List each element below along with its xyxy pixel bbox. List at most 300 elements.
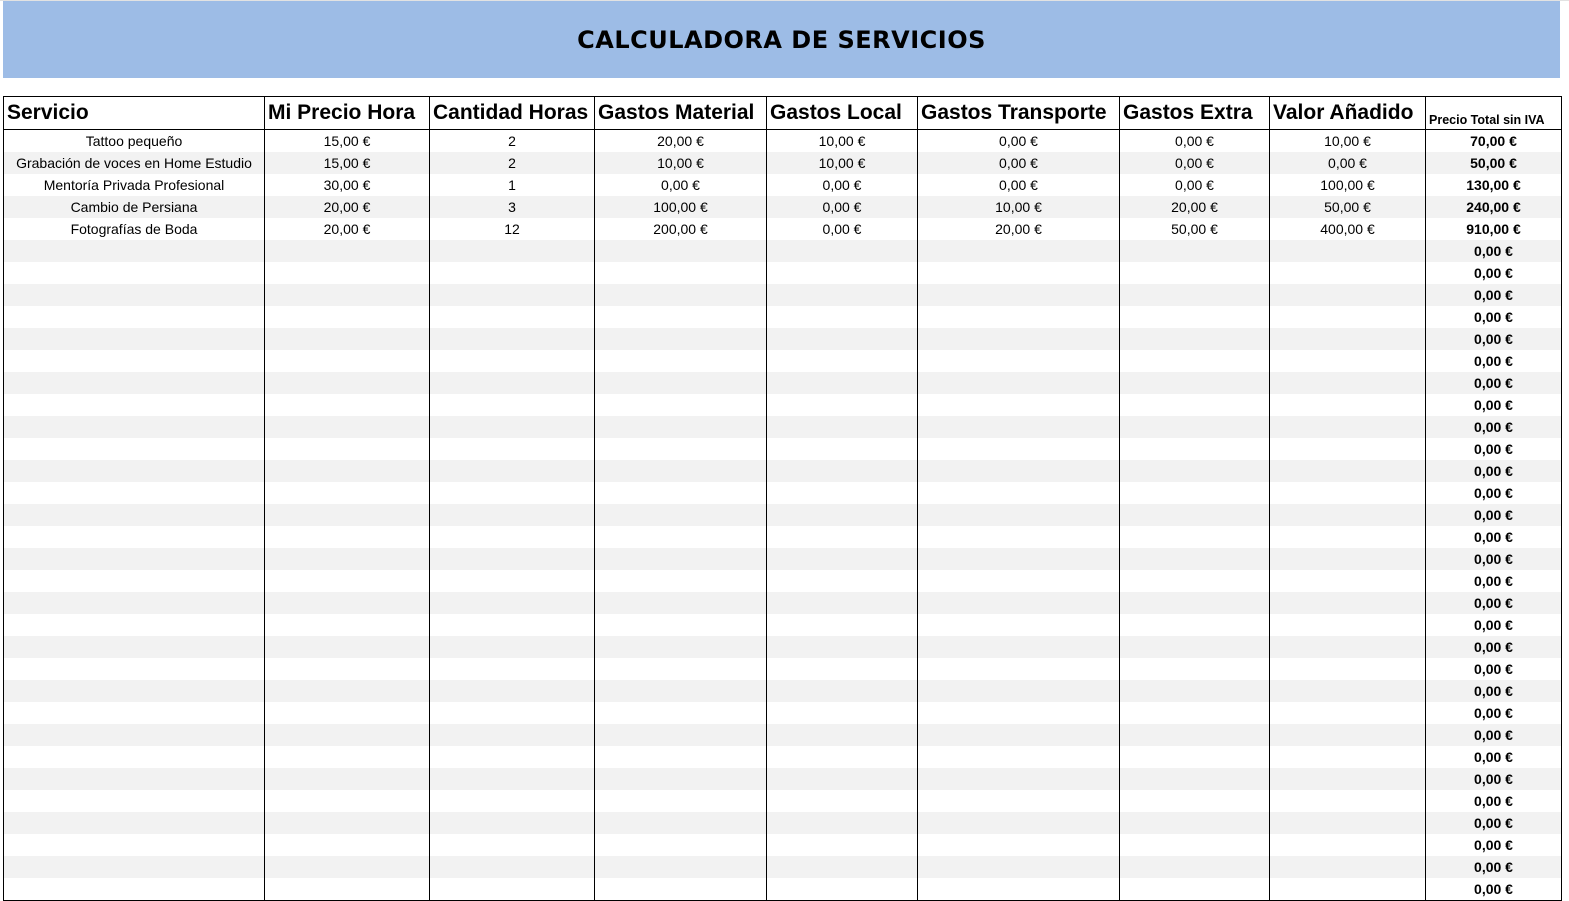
cell-gastos-extra[interactable]	[1120, 790, 1270, 812]
cell-gastos-extra[interactable]	[1120, 284, 1270, 306]
cell-gastos-transporte[interactable]: 0,00 €	[918, 174, 1120, 196]
cell-gastos-transporte[interactable]	[918, 504, 1120, 526]
cell-valor-anadido[interactable]	[1270, 372, 1426, 394]
cell-precio-hora[interactable]	[265, 614, 430, 636]
cell-gastos-local[interactable]	[767, 724, 918, 746]
cell-precio-hora[interactable]	[265, 548, 430, 570]
cell-gastos-material[interactable]: 0,00 €	[595, 174, 767, 196]
cell-precio-total[interactable]: 0,00 €	[1426, 460, 1562, 482]
cell-gastos-material[interactable]: 100,00 €	[595, 196, 767, 218]
cell-valor-anadido[interactable]	[1270, 834, 1426, 856]
cell-gastos-local[interactable]	[767, 284, 918, 306]
cell-gastos-local[interactable]	[767, 878, 918, 901]
cell-valor-anadido[interactable]	[1270, 724, 1426, 746]
cell-cantidad-horas[interactable]: 2	[430, 152, 595, 174]
cell-servicio[interactable]	[4, 702, 265, 724]
cell-precio-total[interactable]: 0,00 €	[1426, 526, 1562, 548]
cell-gastos-transporte[interactable]	[918, 328, 1120, 350]
cell-gastos-material[interactable]	[595, 394, 767, 416]
cell-gastos-extra[interactable]	[1120, 394, 1270, 416]
cell-gastos-extra[interactable]	[1120, 372, 1270, 394]
cell-valor-anadido[interactable]	[1270, 812, 1426, 834]
cell-cantidad-horas[interactable]	[430, 878, 595, 901]
cell-precio-total[interactable]: 130,00 €	[1426, 174, 1562, 196]
cell-gastos-material[interactable]	[595, 372, 767, 394]
cell-precio-total[interactable]: 0,00 €	[1426, 592, 1562, 614]
cell-precio-hora[interactable]	[265, 768, 430, 790]
cell-cantidad-horas[interactable]	[430, 460, 595, 482]
cell-gastos-extra[interactable]	[1120, 240, 1270, 262]
cell-gastos-local[interactable]	[767, 856, 918, 878]
cell-cantidad-horas[interactable]	[430, 570, 595, 592]
cell-precio-total[interactable]: 240,00 €	[1426, 196, 1562, 218]
cell-precio-total[interactable]: 0,00 €	[1426, 636, 1562, 658]
cell-cantidad-horas[interactable]	[430, 856, 595, 878]
cell-gastos-extra[interactable]	[1120, 350, 1270, 372]
cell-precio-hora[interactable]	[265, 460, 430, 482]
cell-servicio[interactable]	[4, 592, 265, 614]
cell-precio-total[interactable]: 70,00 €	[1426, 130, 1562, 153]
cell-gastos-local[interactable]	[767, 328, 918, 350]
cell-gastos-extra[interactable]	[1120, 812, 1270, 834]
cell-gastos-extra[interactable]: 0,00 €	[1120, 130, 1270, 153]
cell-gastos-transporte[interactable]	[918, 658, 1120, 680]
cell-precio-hora[interactable]	[265, 416, 430, 438]
cell-gastos-transporte[interactable]	[918, 482, 1120, 504]
cell-precio-total[interactable]: 0,00 €	[1426, 790, 1562, 812]
cell-cantidad-horas[interactable]	[430, 790, 595, 812]
cell-servicio[interactable]	[4, 240, 265, 262]
cell-gastos-material[interactable]	[595, 504, 767, 526]
cell-cantidad-horas[interactable]	[430, 240, 595, 262]
cell-gastos-transporte[interactable]	[918, 614, 1120, 636]
cell-servicio[interactable]	[4, 372, 265, 394]
cell-cantidad-horas[interactable]	[430, 746, 595, 768]
cell-precio-hora[interactable]	[265, 790, 430, 812]
cell-cantidad-horas[interactable]	[430, 548, 595, 570]
cell-gastos-transporte[interactable]	[918, 240, 1120, 262]
cell-precio-hora[interactable]	[265, 812, 430, 834]
cell-servicio[interactable]	[4, 394, 265, 416]
cell-gastos-transporte[interactable]	[918, 636, 1120, 658]
cell-gastos-extra[interactable]	[1120, 680, 1270, 702]
cell-cantidad-horas[interactable]	[430, 394, 595, 416]
cell-precio-hora[interactable]: 30,00 €	[265, 174, 430, 196]
cell-precio-total[interactable]: 0,00 €	[1426, 834, 1562, 856]
cell-gastos-local[interactable]	[767, 438, 918, 460]
cell-precio-hora[interactable]	[265, 834, 430, 856]
cell-precio-hora[interactable]	[265, 680, 430, 702]
cell-gastos-transporte[interactable]: 0,00 €	[918, 130, 1120, 153]
cell-gastos-transporte[interactable]	[918, 438, 1120, 460]
cell-gastos-material[interactable]	[595, 482, 767, 504]
cell-servicio[interactable]	[4, 636, 265, 658]
cell-gastos-transporte[interactable]	[918, 856, 1120, 878]
cell-gastos-extra[interactable]	[1120, 768, 1270, 790]
cell-precio-total[interactable]: 0,00 €	[1426, 240, 1562, 262]
cell-valor-anadido[interactable]	[1270, 416, 1426, 438]
cell-gastos-local[interactable]	[767, 614, 918, 636]
cell-valor-anadido[interactable]	[1270, 306, 1426, 328]
cell-gastos-local[interactable]	[767, 262, 918, 284]
cell-servicio[interactable]	[4, 438, 265, 460]
cell-gastos-local[interactable]	[767, 306, 918, 328]
cell-gastos-material[interactable]	[595, 878, 767, 901]
cell-valor-anadido[interactable]	[1270, 680, 1426, 702]
cell-gastos-local[interactable]	[767, 416, 918, 438]
cell-gastos-local[interactable]: 0,00 €	[767, 174, 918, 196]
cell-gastos-local[interactable]	[767, 746, 918, 768]
cell-precio-hora[interactable]	[265, 372, 430, 394]
cell-gastos-extra[interactable]: 0,00 €	[1120, 174, 1270, 196]
cell-gastos-transporte[interactable]	[918, 680, 1120, 702]
cell-gastos-material[interactable]	[595, 350, 767, 372]
cell-gastos-extra[interactable]	[1120, 328, 1270, 350]
cell-valor-anadido[interactable]	[1270, 460, 1426, 482]
cell-cantidad-horas[interactable]: 1	[430, 174, 595, 196]
cell-precio-total[interactable]: 0,00 €	[1426, 614, 1562, 636]
cell-precio-total[interactable]: 0,00 €	[1426, 812, 1562, 834]
cell-valor-anadido[interactable]: 400,00 €	[1270, 218, 1426, 240]
cell-gastos-material[interactable]	[595, 416, 767, 438]
cell-gastos-material[interactable]	[595, 812, 767, 834]
cell-gastos-transporte[interactable]	[918, 592, 1120, 614]
cell-gastos-transporte[interactable]: 10,00 €	[918, 196, 1120, 218]
cell-cantidad-horas[interactable]: 12	[430, 218, 595, 240]
cell-precio-total[interactable]: 0,00 €	[1426, 746, 1562, 768]
cell-gastos-local[interactable]	[767, 482, 918, 504]
cell-valor-anadido[interactable]	[1270, 768, 1426, 790]
cell-valor-anadido[interactable]	[1270, 746, 1426, 768]
cell-cantidad-horas[interactable]	[430, 284, 595, 306]
cell-precio-hora[interactable]	[265, 746, 430, 768]
cell-precio-total[interactable]: 0,00 €	[1426, 306, 1562, 328]
cell-precio-total[interactable]: 0,00 €	[1426, 570, 1562, 592]
cell-precio-hora[interactable]	[265, 438, 430, 460]
cell-servicio[interactable]	[4, 680, 265, 702]
cell-servicio[interactable]	[4, 328, 265, 350]
cell-cantidad-horas[interactable]	[430, 306, 595, 328]
cell-gastos-extra[interactable]	[1120, 746, 1270, 768]
cell-gastos-transporte[interactable]	[918, 460, 1120, 482]
cell-precio-total[interactable]: 0,00 €	[1426, 350, 1562, 372]
cell-gastos-material[interactable]: 20,00 €	[595, 130, 767, 153]
cell-gastos-transporte[interactable]	[918, 416, 1120, 438]
cell-cantidad-horas[interactable]	[430, 350, 595, 372]
cell-valor-anadido[interactable]	[1270, 856, 1426, 878]
cell-servicio[interactable]	[4, 460, 265, 482]
cell-gastos-extra[interactable]	[1120, 592, 1270, 614]
cell-precio-hora[interactable]: 15,00 €	[265, 130, 430, 153]
cell-gastos-extra[interactable]	[1120, 504, 1270, 526]
cell-precio-total[interactable]: 0,00 €	[1426, 438, 1562, 460]
cell-gastos-local[interactable]	[767, 372, 918, 394]
cell-servicio[interactable]	[4, 746, 265, 768]
column-header-servicio[interactable]: Servicio	[4, 97, 265, 130]
cell-servicio[interactable]	[4, 658, 265, 680]
cell-precio-total[interactable]: 0,00 €	[1426, 878, 1562, 901]
cell-servicio[interactable]	[4, 768, 265, 790]
cell-gastos-material[interactable]	[595, 306, 767, 328]
cell-gastos-extra[interactable]: 0,00 €	[1120, 152, 1270, 174]
cell-cantidad-horas[interactable]	[430, 834, 595, 856]
cell-servicio[interactable]: Cambio de Persiana	[4, 196, 265, 218]
cell-gastos-material[interactable]	[595, 328, 767, 350]
cell-precio-hora[interactable]	[265, 350, 430, 372]
cell-precio-hora[interactable]	[265, 702, 430, 724]
column-header-gastos-transporte[interactable]: Gastos Transporte	[918, 97, 1120, 130]
cell-gastos-material[interactable]	[595, 526, 767, 548]
cell-gastos-local[interactable]: 10,00 €	[767, 130, 918, 153]
cell-gastos-material[interactable]	[595, 636, 767, 658]
cell-valor-anadido[interactable]	[1270, 702, 1426, 724]
cell-valor-anadido[interactable]	[1270, 570, 1426, 592]
cell-gastos-transporte[interactable]	[918, 790, 1120, 812]
column-header-cantidad-horas[interactable]: Cantidad Horas	[430, 97, 595, 130]
cell-gastos-local[interactable]: 10,00 €	[767, 152, 918, 174]
cell-precio-total[interactable]: 0,00 €	[1426, 658, 1562, 680]
cell-gastos-transporte[interactable]	[918, 350, 1120, 372]
cell-gastos-transporte[interactable]	[918, 768, 1120, 790]
cell-precio-total[interactable]: 0,00 €	[1426, 482, 1562, 504]
cell-cantidad-horas[interactable]	[430, 262, 595, 284]
cell-valor-anadido[interactable]: 50,00 €	[1270, 196, 1426, 218]
cell-servicio[interactable]	[4, 262, 265, 284]
cell-gastos-local[interactable]	[767, 526, 918, 548]
cell-precio-hora[interactable]	[265, 262, 430, 284]
cell-servicio[interactable]	[4, 790, 265, 812]
cell-gastos-material[interactable]	[595, 702, 767, 724]
cell-precio-total[interactable]: 910,00 €	[1426, 218, 1562, 240]
cell-gastos-local[interactable]	[767, 658, 918, 680]
cell-gastos-local[interactable]	[767, 592, 918, 614]
cell-cantidad-horas[interactable]	[430, 614, 595, 636]
cell-precio-total[interactable]: 0,00 €	[1426, 724, 1562, 746]
cell-gastos-transporte[interactable]: 20,00 €	[918, 218, 1120, 240]
cell-precio-hora[interactable]	[265, 328, 430, 350]
cell-gastos-material[interactable]	[595, 658, 767, 680]
cell-valor-anadido[interactable]	[1270, 284, 1426, 306]
cell-gastos-local[interactable]: 0,00 €	[767, 218, 918, 240]
cell-gastos-transporte[interactable]	[918, 526, 1120, 548]
cell-gastos-material[interactable]: 200,00 €	[595, 218, 767, 240]
column-header-precio-total[interactable]: Precio Total sin IVA	[1426, 97, 1562, 130]
cell-gastos-transporte[interactable]: 0,00 €	[918, 152, 1120, 174]
cell-precio-total[interactable]: 0,00 €	[1426, 702, 1562, 724]
cell-gastos-local[interactable]	[767, 394, 918, 416]
cell-gastos-local[interactable]	[767, 548, 918, 570]
column-header-mi-precio-hora[interactable]: Mi Precio Hora	[265, 97, 430, 130]
cell-gastos-transporte[interactable]	[918, 306, 1120, 328]
cell-gastos-extra[interactable]	[1120, 460, 1270, 482]
cell-valor-anadido[interactable]	[1270, 328, 1426, 350]
cell-gastos-material[interactable]	[595, 262, 767, 284]
cell-precio-hora[interactable]: 15,00 €	[265, 152, 430, 174]
cell-precio-total[interactable]: 0,00 €	[1426, 504, 1562, 526]
column-header-valor-anadido[interactable]: Valor Añadido	[1270, 97, 1426, 130]
cell-cantidad-horas[interactable]	[430, 702, 595, 724]
cell-precio-hora[interactable]	[265, 482, 430, 504]
cell-precio-hora[interactable]: 20,00 €	[265, 196, 430, 218]
cell-gastos-material[interactable]	[595, 548, 767, 570]
cell-valor-anadido[interactable]	[1270, 438, 1426, 460]
cell-precio-total[interactable]: 50,00 €	[1426, 152, 1562, 174]
cell-gastos-material[interactable]	[595, 768, 767, 790]
cell-gastos-transporte[interactable]	[918, 834, 1120, 856]
cell-servicio[interactable]: Tattoo pequeño	[4, 130, 265, 153]
cell-valor-anadido[interactable]	[1270, 548, 1426, 570]
cell-gastos-transporte[interactable]	[918, 548, 1120, 570]
cell-gastos-extra[interactable]	[1120, 614, 1270, 636]
title-banner[interactable]	[3, 1, 1560, 78]
cell-cantidad-horas[interactable]: 2	[430, 130, 595, 153]
cell-gastos-local[interactable]	[767, 240, 918, 262]
cell-gastos-transporte[interactable]	[918, 284, 1120, 306]
cell-servicio[interactable]	[4, 526, 265, 548]
cell-servicio[interactable]	[4, 350, 265, 372]
cell-precio-hora[interactable]	[265, 570, 430, 592]
cell-valor-anadido[interactable]	[1270, 658, 1426, 680]
cell-precio-total[interactable]: 0,00 €	[1426, 284, 1562, 306]
cell-gastos-local[interactable]	[767, 790, 918, 812]
cell-gastos-local[interactable]	[767, 812, 918, 834]
cell-precio-hora[interactable]: 20,00 €	[265, 218, 430, 240]
cell-precio-hora[interactable]	[265, 636, 430, 658]
cell-cantidad-horas[interactable]	[430, 724, 595, 746]
cell-gastos-extra[interactable]	[1120, 306, 1270, 328]
cell-gastos-local[interactable]: 0,00 €	[767, 196, 918, 218]
cell-valor-anadido[interactable]	[1270, 240, 1426, 262]
cell-cantidad-horas[interactable]	[430, 658, 595, 680]
cell-gastos-transporte[interactable]	[918, 724, 1120, 746]
cell-gastos-extra[interactable]: 20,00 €	[1120, 196, 1270, 218]
cell-precio-total[interactable]: 0,00 €	[1426, 680, 1562, 702]
cell-cantidad-horas[interactable]: 3	[430, 196, 595, 218]
cell-servicio[interactable]	[4, 284, 265, 306]
cell-gastos-transporte[interactable]	[918, 394, 1120, 416]
cell-servicio[interactable]: Mentoría Privada Profesional	[4, 174, 265, 196]
cell-gastos-material[interactable]	[595, 790, 767, 812]
cell-gastos-local[interactable]	[767, 460, 918, 482]
cell-gastos-extra[interactable]	[1120, 878, 1270, 901]
cell-gastos-material[interactable]	[595, 724, 767, 746]
cell-precio-total[interactable]: 0,00 €	[1426, 768, 1562, 790]
cell-precio-hora[interactable]	[265, 592, 430, 614]
cell-valor-anadido[interactable]	[1270, 636, 1426, 658]
cell-gastos-transporte[interactable]	[918, 812, 1120, 834]
cell-precio-hora[interactable]	[265, 526, 430, 548]
cell-gastos-extra[interactable]	[1120, 548, 1270, 570]
cell-precio-hora[interactable]	[265, 878, 430, 901]
cell-gastos-local[interactable]	[767, 636, 918, 658]
cell-gastos-material[interactable]	[595, 240, 767, 262]
cell-cantidad-horas[interactable]	[430, 416, 595, 438]
cell-cantidad-horas[interactable]	[430, 526, 595, 548]
cell-precio-total[interactable]: 0,00 €	[1426, 394, 1562, 416]
cell-gastos-material[interactable]	[595, 570, 767, 592]
column-header-gastos-extra[interactable]: Gastos Extra	[1120, 97, 1270, 130]
cell-cantidad-horas[interactable]	[430, 812, 595, 834]
cell-gastos-extra[interactable]: 50,00 €	[1120, 218, 1270, 240]
cell-gastos-extra[interactable]	[1120, 438, 1270, 460]
cell-gastos-extra[interactable]	[1120, 526, 1270, 548]
cell-precio-total[interactable]: 0,00 €	[1426, 372, 1562, 394]
cell-servicio[interactable]	[4, 812, 265, 834]
cell-precio-total[interactable]: 0,00 €	[1426, 856, 1562, 878]
cell-gastos-local[interactable]	[767, 570, 918, 592]
cell-gastos-extra[interactable]	[1120, 856, 1270, 878]
cell-valor-anadido[interactable]	[1270, 526, 1426, 548]
cell-servicio[interactable]	[4, 548, 265, 570]
cell-precio-hora[interactable]	[265, 394, 430, 416]
cell-cantidad-horas[interactable]	[430, 482, 595, 504]
cell-servicio[interactable]	[4, 614, 265, 636]
cell-gastos-extra[interactable]	[1120, 482, 1270, 504]
cell-valor-anadido[interactable]	[1270, 482, 1426, 504]
cell-gastos-transporte[interactable]	[918, 878, 1120, 901]
cell-gastos-local[interactable]	[767, 768, 918, 790]
cell-gastos-local[interactable]	[767, 504, 918, 526]
cell-servicio[interactable]: Fotografías de Boda	[4, 218, 265, 240]
cell-precio-total[interactable]: 0,00 €	[1426, 262, 1562, 284]
cell-gastos-extra[interactable]	[1120, 834, 1270, 856]
cell-valor-anadido[interactable]	[1270, 614, 1426, 636]
cell-gastos-material[interactable]: 10,00 €	[595, 152, 767, 174]
cell-gastos-material[interactable]	[595, 592, 767, 614]
cell-precio-total[interactable]: 0,00 €	[1426, 548, 1562, 570]
cell-gastos-local[interactable]	[767, 680, 918, 702]
cell-gastos-transporte[interactable]	[918, 570, 1120, 592]
cell-precio-hora[interactable]	[265, 658, 430, 680]
cell-valor-anadido[interactable]: 10,00 €	[1270, 130, 1426, 153]
cell-precio-total[interactable]: 0,00 €	[1426, 328, 1562, 350]
cell-valor-anadido[interactable]	[1270, 790, 1426, 812]
cell-gastos-material[interactable]	[595, 834, 767, 856]
cell-gastos-material[interactable]	[595, 614, 767, 636]
cell-servicio[interactable]	[4, 504, 265, 526]
cell-cantidad-horas[interactable]	[430, 328, 595, 350]
cell-cantidad-horas[interactable]	[430, 768, 595, 790]
cell-valor-anadido[interactable]	[1270, 504, 1426, 526]
cell-precio-hora[interactable]	[265, 240, 430, 262]
column-header-gastos-local[interactable]: Gastos Local	[767, 97, 918, 130]
cell-gastos-transporte[interactable]	[918, 746, 1120, 768]
cell-gastos-material[interactable]	[595, 284, 767, 306]
cell-gastos-transporte[interactable]	[918, 702, 1120, 724]
cell-servicio[interactable]: Grabación de voces en Home Estudio	[4, 152, 265, 174]
cell-servicio[interactable]	[4, 834, 265, 856]
cell-servicio[interactable]	[4, 878, 265, 901]
cell-gastos-local[interactable]	[767, 350, 918, 372]
cell-gastos-local[interactable]	[767, 702, 918, 724]
cell-precio-total[interactable]: 0,00 €	[1426, 416, 1562, 438]
cell-servicio[interactable]	[4, 306, 265, 328]
cell-gastos-material[interactable]	[595, 460, 767, 482]
cell-servicio[interactable]	[4, 724, 265, 746]
cell-servicio[interactable]	[4, 416, 265, 438]
cell-valor-anadido[interactable]	[1270, 262, 1426, 284]
cell-servicio[interactable]	[4, 482, 265, 504]
cell-gastos-transporte[interactable]	[918, 372, 1120, 394]
cell-valor-anadido[interactable]: 100,00 €	[1270, 174, 1426, 196]
column-header-gastos-material[interactable]: Gastos Material	[595, 97, 767, 130]
cell-precio-hora[interactable]	[265, 724, 430, 746]
cell-gastos-extra[interactable]	[1120, 570, 1270, 592]
cell-cantidad-horas[interactable]	[430, 592, 595, 614]
cell-gastos-material[interactable]	[595, 856, 767, 878]
cell-precio-hora[interactable]	[265, 284, 430, 306]
cell-valor-anadido[interactable]: 0,00 €	[1270, 152, 1426, 174]
